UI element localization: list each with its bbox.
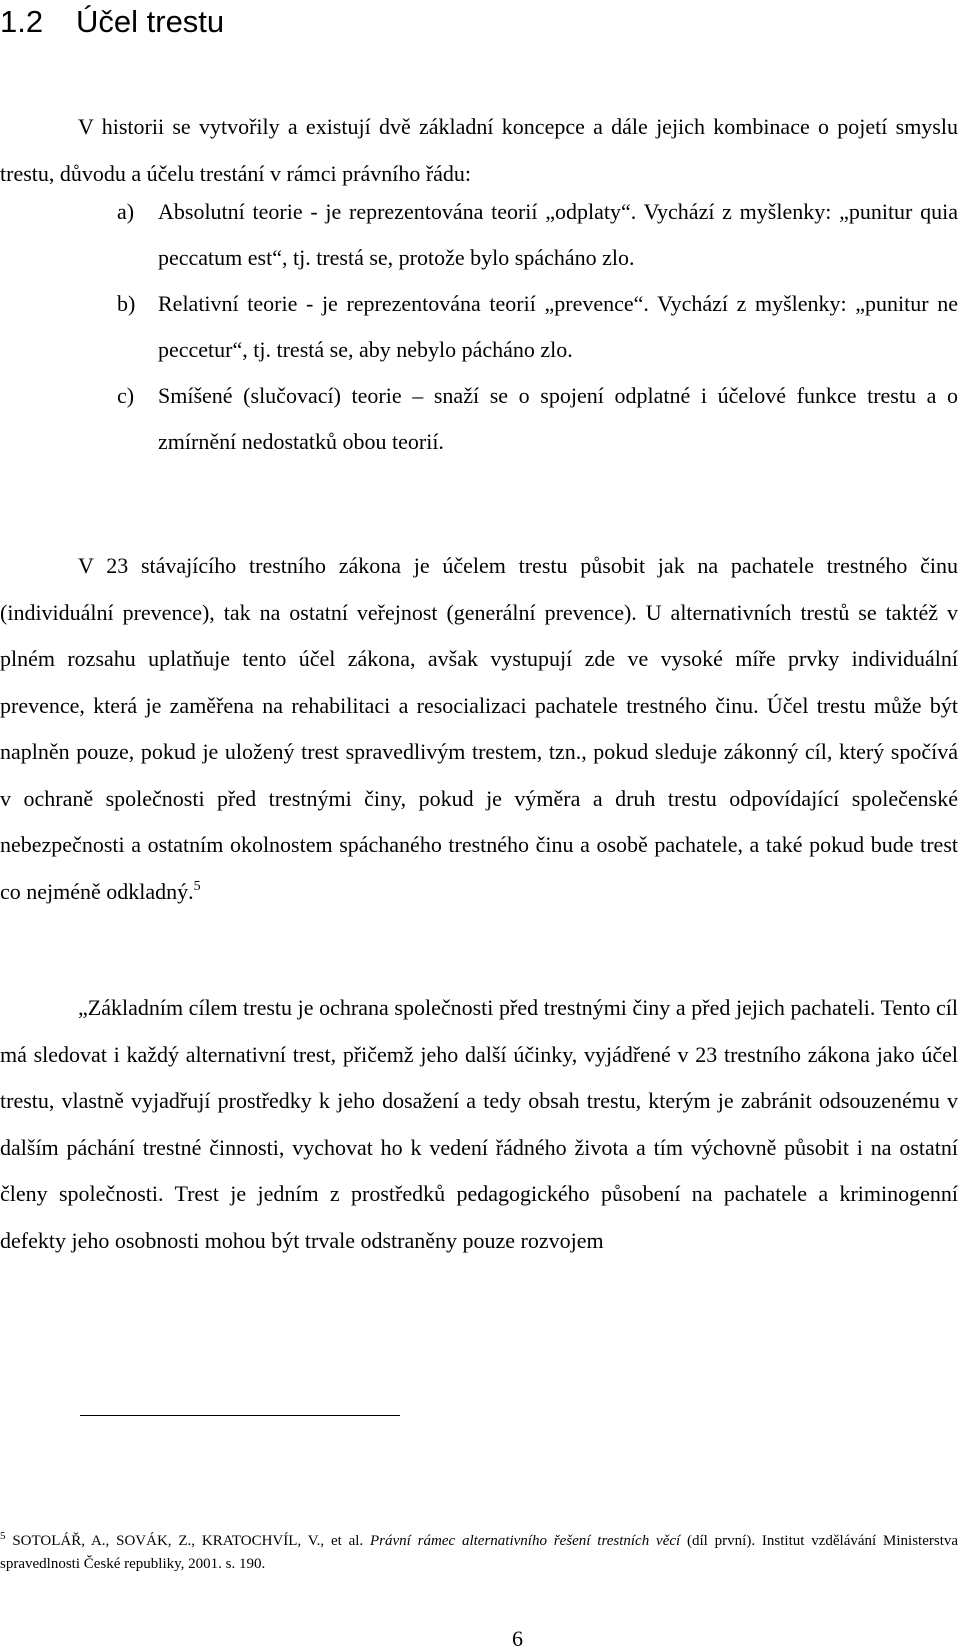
paragraph-purpose bbox=[0, 543, 958, 915]
theories-list bbox=[117, 189, 958, 465]
list-marker: a) bbox=[117, 199, 135, 224]
list-item-text: Absolutní teorie - je reprezentována teorií „odplaty“. Vychází z myšlenky: „punitur quia peccatum est“, tj. trestá se, protože bylo spácháno zlo. bbox=[158, 199, 958, 270]
footnote-separator bbox=[80, 1415, 400, 1416]
page-number: 6 bbox=[512, 1626, 523, 1651]
list-marker: c) bbox=[117, 383, 135, 408]
footnote-publication: (díl první). Institut vzdělávání Ministerstva spravedlnosti České republiky, 2001. s. 190. bbox=[0, 1533, 959, 1572]
section-title: Účel trestu bbox=[76, 4, 225, 39]
footnote-reference: 5 bbox=[193, 878, 201, 894]
list-item bbox=[117, 189, 958, 281]
footnote-authors: SOTOLÁŘ, A., SOVÁK, Z., KRATOCHVÍL, V., et al. bbox=[12, 1533, 364, 1549]
paragraph-quote: „Základním cílem trestu je ochrana společnosti před trestnými činy a před jejich pachateli. Tento cíl má sledovat i každý alternativní trest, přičemž jeho další účinky, vyjádřené v 23 trestního zákona jako účel trestu, vlastně vyjadřují prostředky k jeho dosažení a tedy obsah trestu, kterým je zabránit odsouzenému v dalším páchání trestné činnosti, vychovat ho k vedení řádného života a tím výchovně působit i na ostatní členy společnosti. Trest je jedním z prostředků pedagogického působení na pachatele a kriminogenní defekty jeho osobnosti mohou být trvale odstraněny pouze rozvojem bbox=[0, 995, 958, 1253]
section-heading bbox=[0, 0, 224, 44]
list-item-text: Smíšené (slučovací) teorie – snaží se o spojení odplatné i účelové funkce trestu a o zmírnění nedostatků obou teorií. bbox=[158, 383, 958, 454]
footnote bbox=[0, 1530, 958, 1576]
list-item-text: Relativní teorie - je reprezentována teorií „prevence“. Vychází z myšlenky: „punitur ne peccetur“, tj. trestá se, aby nebylo pácháno zlo. bbox=[158, 291, 958, 362]
intro-paragraph: V historii se vytvořily a existují dvě základní koncepce a dále jejich kombinace o pojetí smyslu trestu, důvodu a účelu trestání v rámci právního řádu: bbox=[0, 114, 958, 186]
list-item bbox=[117, 373, 958, 465]
list-item bbox=[117, 281, 958, 373]
list-marker: b) bbox=[117, 291, 136, 316]
footnote-title: Právní rámec alternativního řešení trestních věcí bbox=[370, 1533, 681, 1549]
paragraph-text: V 23 stávajícího trestního zákona je účelem trestu působit jak na pachatele trestného činu (individuální prevence), tak na ostatní veřejnost (generální prevence). U alternativních trestů se taktéž v plném rozsahu uplatňuje tento účel zákona, avšak vystupují zde ve vysoké míře prvky individuální prevence, která je zaměřena na rehabilitaci a resocializaci pachatele trestného činu. Účel trestu může být naplněn pouze, pokud je uložený trest spravedlivým trestem, tzn., pokud sleduje zákonný cíl, který spočívá v ochraně společnosti před trestnými činy, pokud je výměra a druh trestu odpovídající společenské nebezpečnosti a ostatním okolnostem spáchaného trestného činu a osobě pachatele, a také pokud bude trest co nejméně odkladný. bbox=[0, 553, 958, 904]
footnote-number: 5 bbox=[0, 1530, 6, 1542]
section-number: 1.2 bbox=[0, 4, 44, 39]
